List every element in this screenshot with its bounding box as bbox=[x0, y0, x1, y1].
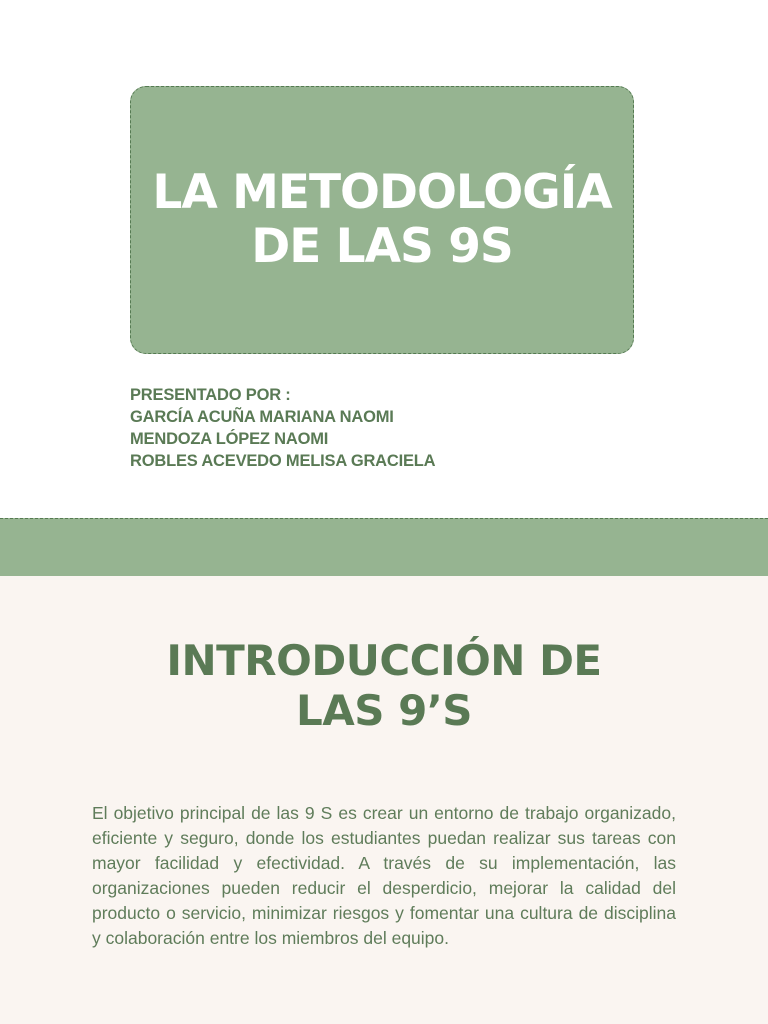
intro-heading-line-2: LAS 9’S bbox=[295, 686, 473, 735]
section-divider-band bbox=[0, 518, 768, 576]
presenter-name: MENDOZA LÓPEZ NAOMI bbox=[130, 430, 329, 448]
title-box bbox=[130, 86, 634, 354]
intro-heading-line-1: INTRODUCCIÓN DE bbox=[166, 636, 602, 685]
page-title-line-1: LA METODOLOGÍA bbox=[152, 165, 612, 220]
page-title-line-2: DE LAS 9S bbox=[251, 219, 513, 274]
presenter-name: ROBLES ACEVEDO MELISA GRACIELA bbox=[130, 452, 436, 470]
intro-heading bbox=[84, 636, 684, 736]
intro-paragraph: El objetivo principal de las 9 S es crear un entorno de trabajo organizado, eficiente y seguro, donde los estudiantes puedan realizar sus tareas con mayor facilidad y efectividad. A través de su implementación, las organizaciones pueden reducir el desperdicio, mejorar la calidad del producto o servicio, minimizar riesgos y fomentar una cultura de disciplina y colaboración entre los miembros del equipo. bbox=[92, 803, 676, 948]
presenter-name: GARCÍA ACUÑA MARIANA NAOMI bbox=[130, 408, 394, 426]
presented-by-label: PRESENTADO POR : bbox=[130, 386, 291, 404]
presenters-list bbox=[130, 384, 650, 472]
